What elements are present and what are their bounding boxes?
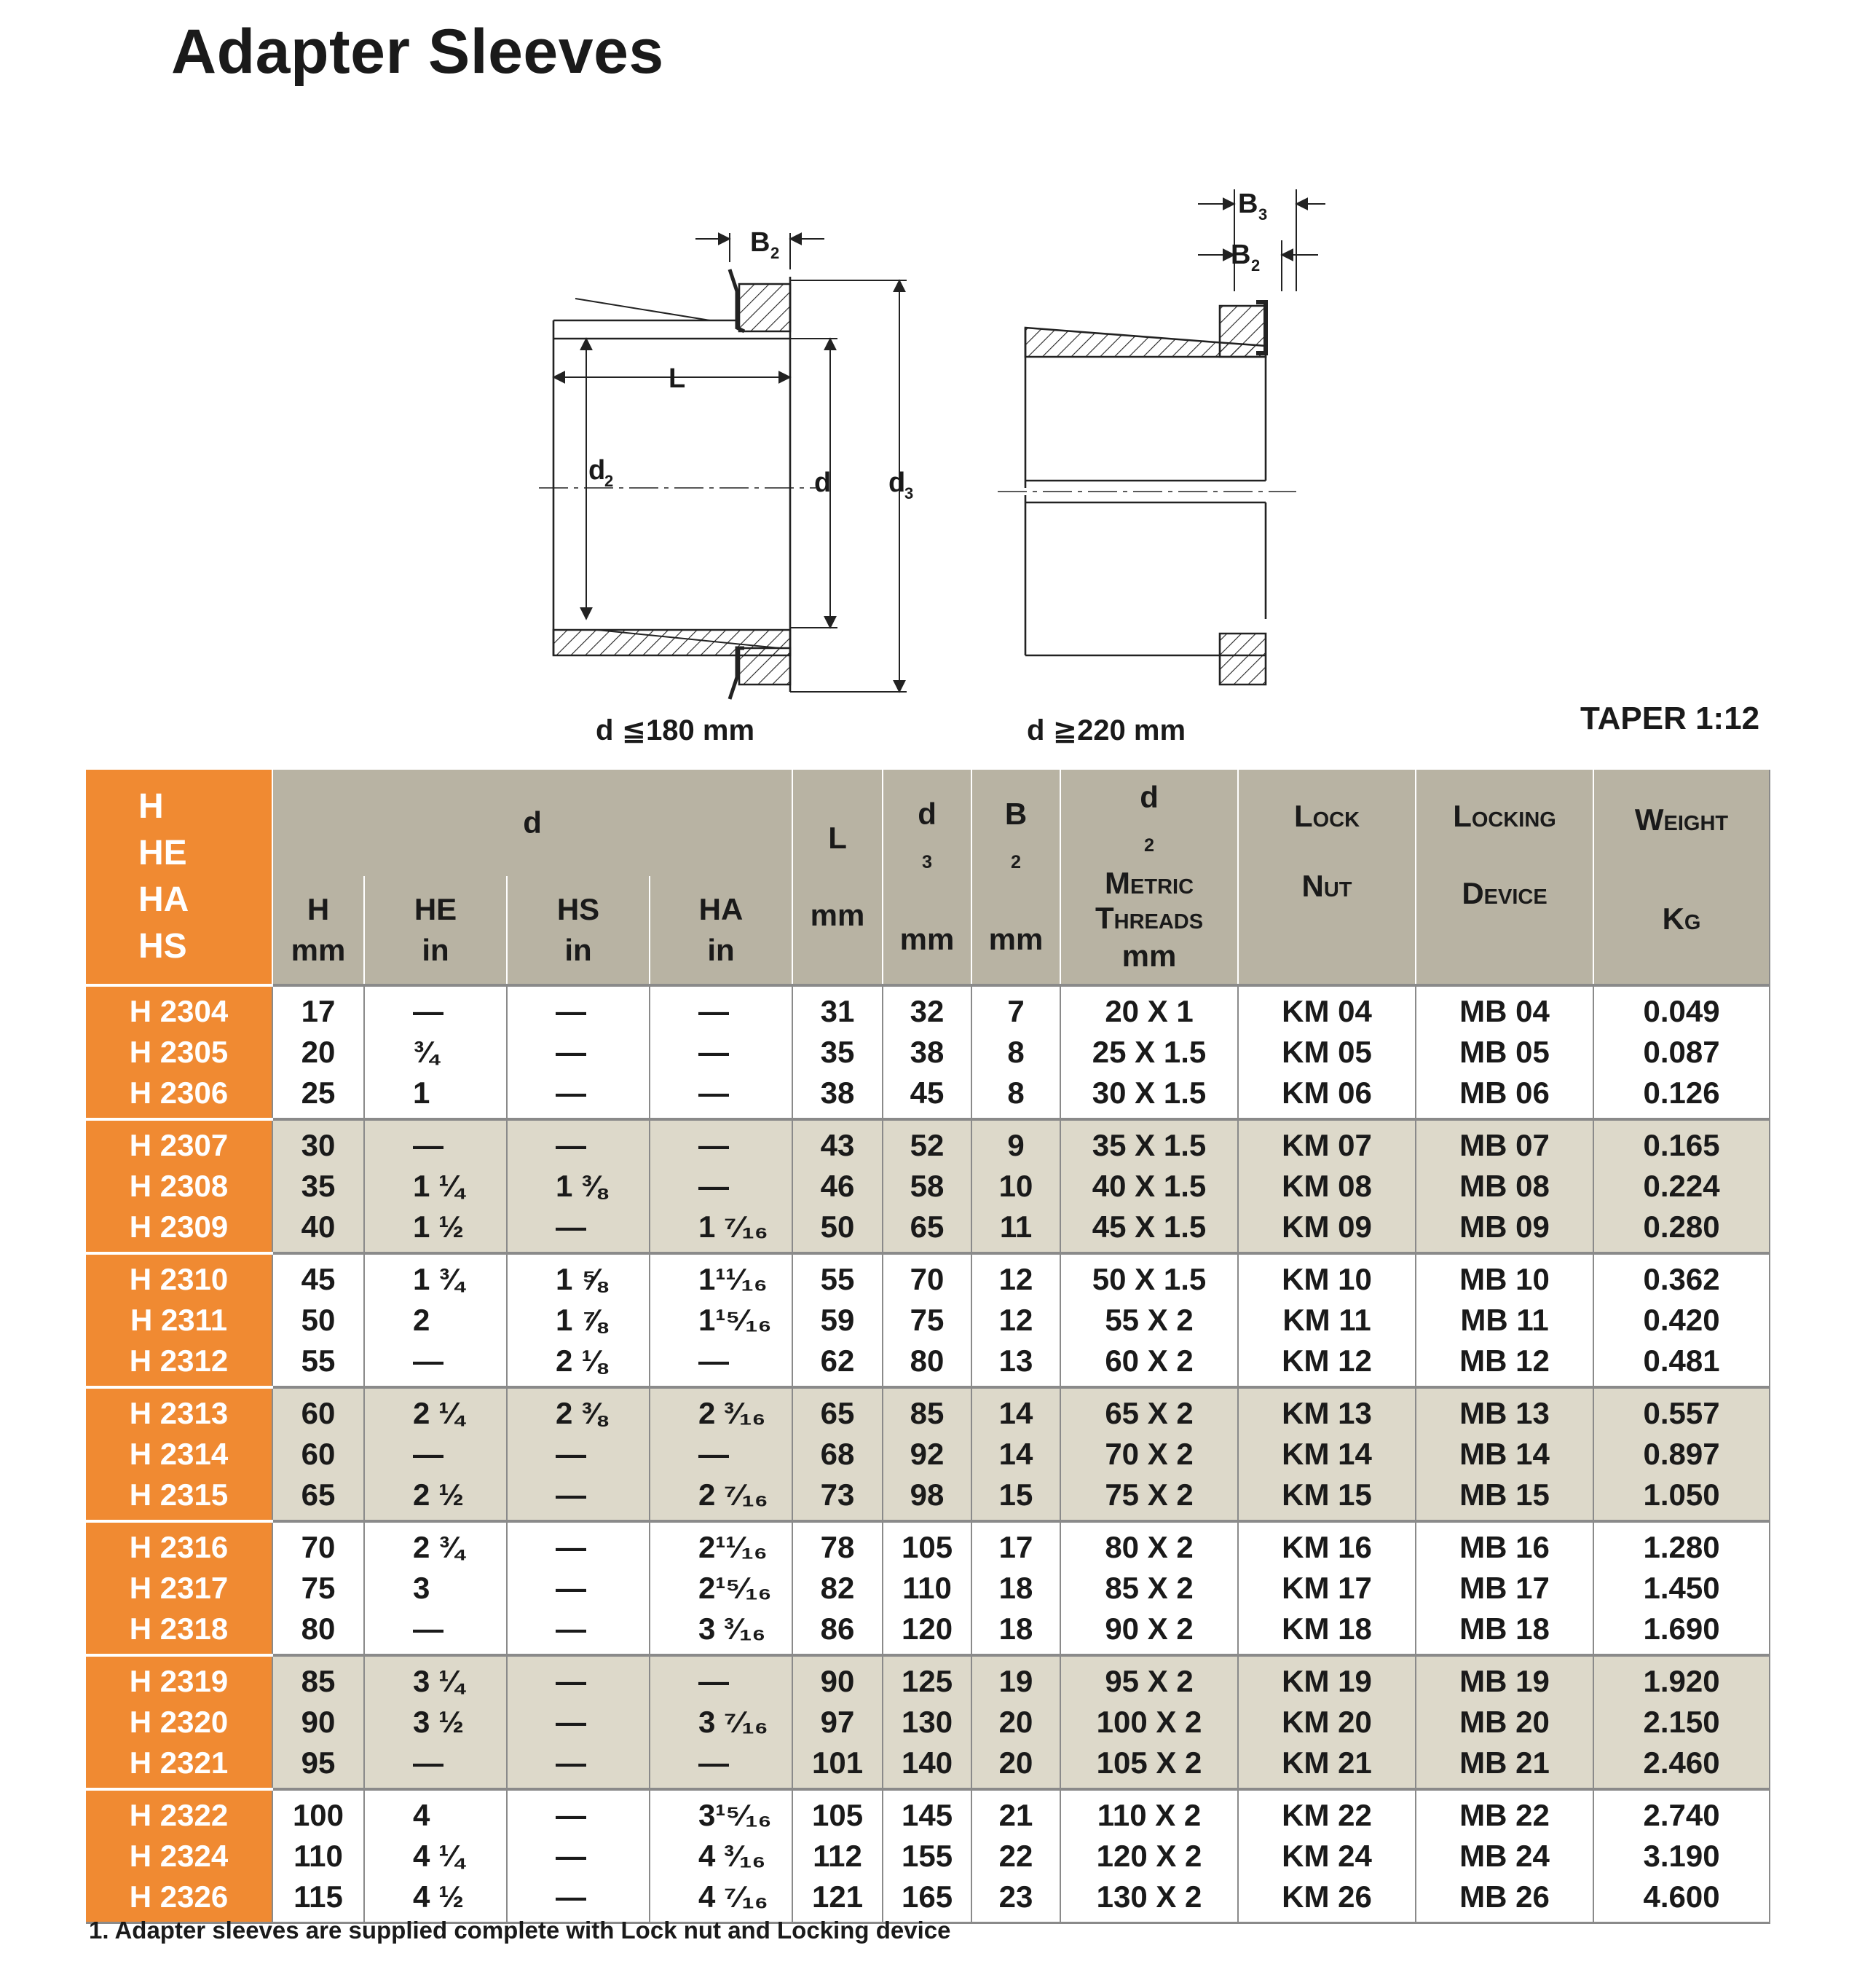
cell-d3: 32 38 45 — [883, 985, 971, 1119]
cell-d3: 52 58 65 — [883, 1119, 971, 1253]
cell-thread: 20 X 1 25 X 1.5 30 X 1.5 — [1060, 985, 1238, 1119]
d2-label: d — [588, 455, 606, 486]
cell-designation: H 2310 H 2311 H 2312 — [86, 1253, 272, 1387]
lock-nut-header: Lock Nut — [1238, 770, 1416, 985]
table-row — [86, 1119, 1770, 1253]
b2-header: B $_2$ mm — [971, 770, 1060, 985]
table-row — [86, 1253, 1770, 1387]
cell-b2: 19 20 20 — [971, 1655, 1060, 1789]
he-in-header: HE in — [364, 876, 507, 985]
cell-he: 2 ¾ 3 — — [364, 1521, 507, 1655]
caption-right: d ≧220 mm — [1027, 714, 1186, 746]
hs-in-header: HS in — [507, 876, 650, 985]
b2-label: B — [750, 227, 770, 258]
cell-designation: H 2304 H 2305 H 2306 — [86, 985, 272, 1119]
b3-sub-label: 3 — [1258, 205, 1268, 224]
cell-designation: H 2307 H 2308 H 2309 — [86, 1119, 272, 1253]
cell-h: 70 75 80 — [272, 1521, 364, 1655]
l-label: L — [669, 363, 686, 394]
cell-designation: H 2316 H 2317 H 2318 — [86, 1521, 272, 1655]
cell-b2: 7 8 8 — [971, 985, 1060, 1119]
cell-he: 4 4 ¼ 4 ½ — [364, 1789, 507, 1923]
b2-right-label: B — [1231, 240, 1251, 270]
cell-locking-device: MB 22 MB 24 MB 26 — [1416, 1789, 1593, 1923]
cell-b2: 9 10 11 — [971, 1119, 1060, 1253]
cell-l: 65 68 73 — [792, 1387, 883, 1521]
b2-right-sub-label: 2 — [1251, 256, 1261, 275]
cell-d3: 70 75 80 — [883, 1253, 971, 1387]
taper-label: TAPER 1:12 — [1580, 701, 1760, 736]
cell-locking-device: MB 07 MB 08 MB 09 — [1416, 1119, 1593, 1253]
cell-lock-nut: KM 13 KM 14 KM 15 — [1238, 1387, 1416, 1521]
d3-label: d — [888, 468, 906, 498]
locking-device-header: Locking Device — [1416, 770, 1593, 985]
cell-lock-nut: KM 07 KM 08 KM 09 — [1238, 1119, 1416, 1253]
cell-weight: 0.557 0.897 1.050 — [1593, 1387, 1770, 1521]
cell-l: 43 46 50 — [792, 1119, 883, 1253]
cell-l: 31 35 38 — [792, 985, 883, 1119]
cell-h: 17 20 25 — [272, 985, 364, 1119]
cell-ha: 2 ³⁄₁₆ — 2 ⁷⁄₁₆ — [650, 1387, 792, 1521]
cell-he: 2 ¼ — 2 ½ — [364, 1387, 507, 1521]
cell-locking-device: MB 16 MB 17 MB 18 — [1416, 1521, 1593, 1655]
table-body — [86, 985, 1770, 1923]
b3-label: B — [1238, 189, 1258, 219]
cell-thread: 65 X 2 70 X 2 75 X 2 — [1060, 1387, 1238, 1521]
cell-he: — ¾ 1 — [364, 985, 507, 1119]
caption-left: d ≦180 mm — [596, 714, 755, 746]
cell-thread: 50 X 1.5 55 X 2 60 X 2 — [1060, 1253, 1238, 1387]
cell-designation: H 2319 H 2320 H 2321 — [86, 1655, 272, 1789]
cell-thread: 95 X 2 100 X 2 105 X 2 — [1060, 1655, 1238, 1789]
cell-he: 3 ¼ 3 ½ — — [364, 1655, 507, 1789]
cell-thread: 80 X 2 85 X 2 90 X 2 — [1060, 1521, 1238, 1655]
cell-d3: 85 92 98 — [883, 1387, 971, 1521]
cell-locking-device: MB 10 MB 11 MB 12 — [1416, 1253, 1593, 1387]
cell-weight: 1.920 2.150 2.460 — [1593, 1655, 1770, 1789]
cell-lock-nut: KM 16 KM 17 KM 18 — [1238, 1521, 1416, 1655]
cell-h: 30 35 40 — [272, 1119, 364, 1253]
cell-h: 100 110 115 — [272, 1789, 364, 1923]
cell-designation: H 2313 H 2314 H 2315 — [86, 1387, 272, 1521]
cell-ha: 1¹¹⁄₁₆ 1¹⁵⁄₁₆ — — [650, 1253, 792, 1387]
cell-hs: — — — — [507, 985, 650, 1119]
l-header: L mm — [792, 770, 883, 985]
cell-b2: 17 18 18 — [971, 1521, 1060, 1655]
cell-he: — 1 ¼ 1 ½ — [364, 1119, 507, 1253]
metric-threads-header: d $_2$ Metric Threads mm — [1060, 770, 1238, 985]
cell-thread: 110 X 2 120 X 2 130 X 2 — [1060, 1789, 1238, 1923]
cell-ha: 2¹¹⁄₁₆ 2¹⁵⁄₁₆ 3 ³⁄₁₆ — [650, 1521, 792, 1655]
cell-hs: — — — — [507, 1521, 650, 1655]
cell-weight: 1.280 1.450 1.690 — [1593, 1521, 1770, 1655]
adapter-sleeve-drawing — [539, 182, 1340, 735]
cell-designation: H 2322 H 2324 H 2326 — [86, 1789, 272, 1923]
table-row — [86, 1521, 1770, 1655]
cell-ha: — — — — [650, 985, 792, 1119]
cell-hs: — 1 ⅜ — — [507, 1119, 650, 1253]
cell-locking-device: MB 19 MB 20 MB 21 — [1416, 1655, 1593, 1789]
series-header: H HE HA HS — [86, 770, 272, 985]
weight-header: Weight Kg — [1593, 770, 1770, 985]
d-label: d — [814, 468, 832, 498]
cell-h: 45 50 55 — [272, 1253, 364, 1387]
table-row — [86, 1789, 1770, 1923]
table-row — [86, 1655, 1770, 1789]
cell-weight: 2.740 3.190 4.600 — [1593, 1789, 1770, 1923]
cell-b2: 21 22 23 — [971, 1789, 1060, 1923]
cell-ha: 3¹⁵⁄₁₆ 4 ³⁄₁₆ 4 ⁷⁄₁₆ — [650, 1789, 792, 1923]
cell-lock-nut: KM 04 KM 05 KM 06 — [1238, 985, 1416, 1119]
adapter-sleeve-table — [86, 770, 1770, 1924]
cell-hs: — — — — [507, 1655, 650, 1789]
cell-lock-nut: KM 19 KM 20 KM 21 — [1238, 1655, 1416, 1789]
cell-locking-device: MB 04 MB 05 MB 06 — [1416, 985, 1593, 1119]
cell-lock-nut: KM 10 KM 11 KM 12 — [1238, 1253, 1416, 1387]
cell-he: 1 ¾ 2 — — [364, 1253, 507, 1387]
cell-d3: 145 155 165 — [883, 1789, 971, 1923]
footnote: 1. Adapter sleeves are supplied complete with Lock nut and Locking device — [89, 1917, 951, 1944]
ha-in-header: HA in — [650, 876, 792, 985]
table-row — [86, 1387, 1770, 1521]
cell-locking-device: MB 13 MB 14 MB 15 — [1416, 1387, 1593, 1521]
cell-l: 78 82 86 — [792, 1521, 883, 1655]
cell-weight: 0.165 0.224 0.280 — [1593, 1119, 1770, 1253]
cell-ha: — — 1 ⁷⁄₁₆ — [650, 1119, 792, 1253]
cell-l: 105 112 121 — [792, 1789, 883, 1923]
b2-sub-label: 2 — [770, 244, 780, 262]
cell-ha: — 3 ⁷⁄₁₆ — — [650, 1655, 792, 1789]
cell-weight: 0.049 0.087 0.126 — [1593, 985, 1770, 1119]
cell-hs: 2 ⅜ — — — [507, 1387, 650, 1521]
cell-b2: 12 12 13 — [971, 1253, 1060, 1387]
d3-header: d $_3$ mm — [883, 770, 971, 985]
d2-sub-label: 2 — [604, 472, 614, 490]
cell-d3: 105 110 120 — [883, 1521, 971, 1655]
page-title: Adapter Sleeves — [171, 17, 664, 87]
cell-thread: 35 X 1.5 40 X 1.5 45 X 1.5 — [1060, 1119, 1238, 1253]
cell-l: 90 97 101 — [792, 1655, 883, 1789]
cell-h: 85 90 95 — [272, 1655, 364, 1789]
cell-h: 60 60 65 — [272, 1387, 364, 1521]
d3-sub-label: 3 — [904, 484, 914, 502]
cell-b2: 14 14 15 — [971, 1387, 1060, 1521]
table-row — [86, 985, 1770, 1119]
cell-l: 55 59 62 — [792, 1253, 883, 1387]
cell-hs: — — — — [507, 1789, 650, 1923]
h-mm-header: H mm — [272, 876, 364, 985]
d-header: d — [272, 770, 792, 876]
cell-lock-nut: KM 22 KM 24 KM 26 — [1238, 1789, 1416, 1923]
cell-weight: 0.362 0.420 0.481 — [1593, 1253, 1770, 1387]
cell-d3: 125 130 140 — [883, 1655, 971, 1789]
cell-hs: 1 ⅝ 1 ⅞ 2 ⅛ — [507, 1253, 650, 1387]
